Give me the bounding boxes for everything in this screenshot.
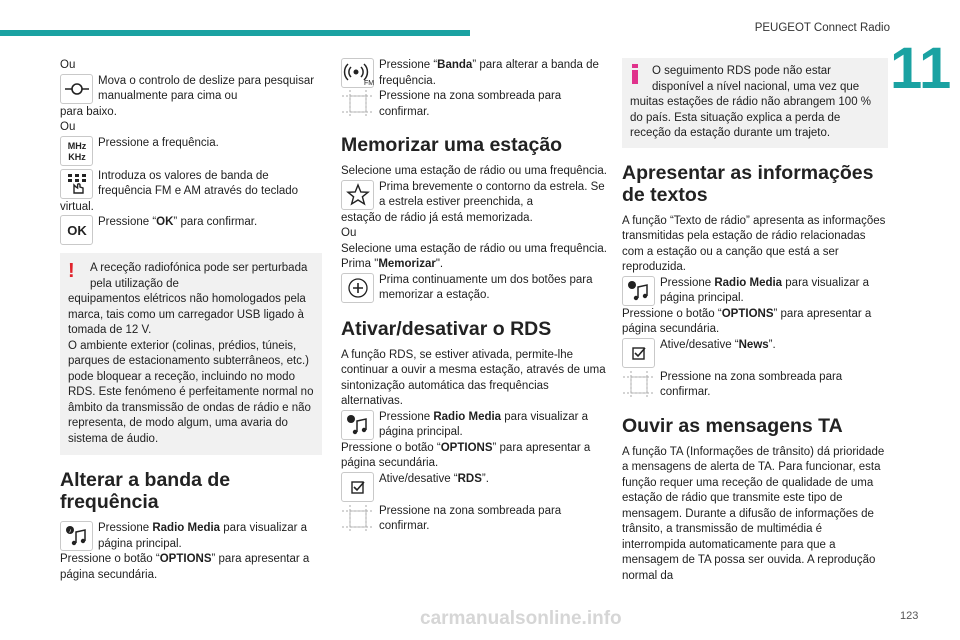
svg-text:OK: OK xyxy=(66,223,87,238)
instruction-text: Pressione o botão “OPTIONS” para apresentar a página secundária. xyxy=(60,553,310,581)
info-text: muitas estações de rádio não abrangem 100 % do país. Esta situação explica a perda de receção da estação durante um trajeto. xyxy=(630,96,872,139)
keypad-icon xyxy=(60,169,93,199)
instruction-text: Pressione o botão “OPTIONS” para apresentar a página secundária. xyxy=(341,441,591,469)
warning-icon: ! xyxy=(68,260,75,282)
instruction-text: Prima continuamente um dos botões para memorizar a estação. xyxy=(379,273,593,301)
or-label: Ou xyxy=(60,59,76,71)
instruction-text: Introduza os valores de banda de frequência FM e AM através do teclado xyxy=(98,169,299,197)
page-number: 123 xyxy=(900,610,919,622)
shaded-zone-icon xyxy=(341,89,374,119)
warning-text: O ambiente exterior (colinas, prédios, túneis, parques de estacionamento subterrâneos, etc.) pode bloquear a receção, incluindo no modo RDS. Este fenómeno é perfeitamente normal no âmbito da transmissão de ondas de rádio e não representa, de modo algum, uma avaria do sistema de áudio. xyxy=(68,339,314,445)
instruction-star xyxy=(341,180,607,211)
instruction-band xyxy=(341,58,607,89)
slider-icon xyxy=(60,74,93,104)
instruction-text: Selecione uma estação de rádio ou uma frequência. xyxy=(341,242,607,255)
instruction-text: Pressione o botão “OPTIONS” para apresentar a página secundária. xyxy=(622,307,872,335)
ok-icon xyxy=(60,215,93,245)
instruction-text: Pressione Radio Media para visualizar a página principal. xyxy=(98,522,308,550)
checkbox-icon xyxy=(341,472,374,502)
instruction-toggle xyxy=(341,472,607,502)
instruction-text: Ative/desative “News”. xyxy=(660,338,776,351)
instruction-plus xyxy=(341,273,607,304)
shaded-zone-icon xyxy=(622,370,655,400)
instruction-continuation: para baixo. xyxy=(60,105,117,118)
instruction-text: Pressione na zona sombreada para confirmar. xyxy=(379,504,562,532)
instruction-continuation: virtual. xyxy=(60,200,94,213)
instruction-text: Pressione “OK” para confirmar. xyxy=(98,216,258,228)
instruction-text: Prima brevemente o contorno da estrela. Se a estrela estiver preenchida, a xyxy=(379,180,605,208)
instruction-shaded xyxy=(341,504,607,535)
header-accent-bar xyxy=(0,30,470,36)
instruction-text: Pressione na zona sombreada para confirmar. xyxy=(660,370,843,398)
music-note-icon xyxy=(622,276,655,306)
section-heading: Memorizar uma estação xyxy=(341,134,563,156)
instruction-shaded xyxy=(341,89,607,120)
svg-text:♪: ♪ xyxy=(68,528,71,535)
warning-box xyxy=(60,253,322,455)
instruction-text: Pressione na zona sombreada para confirmar. xyxy=(379,90,562,118)
column-3 xyxy=(622,58,888,584)
radio-band-icon xyxy=(341,58,374,88)
svg-text:MHz: MHz xyxy=(67,140,86,151)
shaded-zone-icon xyxy=(341,504,374,534)
instruction-text: Pressione Radio Media para visualizar a página principal. xyxy=(379,410,589,438)
warning-text: A receção radiofónica pode ser perturbada pela utilização de xyxy=(90,262,308,290)
instruction-text: Pressione “Banda” para alterar a banda de frequência. xyxy=(379,59,599,87)
info-icon xyxy=(628,63,642,85)
section-heading: Apresentar as informações de textos xyxy=(622,161,874,206)
instruction-slider xyxy=(60,74,322,105)
or-label: Ou xyxy=(60,121,76,133)
instruction-ok xyxy=(60,215,322,245)
instruction-radio-media xyxy=(60,521,322,552)
section-heading: Alterar a banda de frequência xyxy=(60,469,231,513)
info-text: O seguimento RDS pode não estar disponível a nível nacional, uma vez que xyxy=(652,65,860,93)
instruction-radio-media xyxy=(341,410,607,441)
section-heading: Ouvir as mensagens TA xyxy=(622,414,843,437)
instruction-shaded xyxy=(622,370,888,401)
music-note-icon xyxy=(341,410,374,440)
instruction-text: Ative/desative “RDS”. xyxy=(379,472,489,485)
mhz-khz-icon xyxy=(60,136,93,166)
instruction-text: Pressione Radio Media para visualizar a página principal. xyxy=(660,276,870,304)
paragraph: A função RDS, se estiver ativada, permite-lhe continuar a ouvir a mesma estação, através de uma sintonização automática das frequências alternativas. xyxy=(341,348,606,407)
star-icon xyxy=(341,180,374,210)
svg-text:FM: FM xyxy=(363,80,374,87)
instruction-keypad xyxy=(60,169,322,200)
warning-text: equipamentos elétricos não homologados pela marca, tais como um carregador USB ligado à tomada de 12 V. xyxy=(68,293,306,336)
instruction-frequency xyxy=(60,136,322,166)
section-heading: Ativar/desativar o RDS xyxy=(341,317,552,340)
svg-text:KHz: KHz xyxy=(67,151,86,162)
instruction-text: Prima "Memorizar". xyxy=(341,258,444,270)
instruction-radio-media xyxy=(622,276,888,307)
column-2 xyxy=(341,58,607,535)
checkbox-icon xyxy=(622,338,655,368)
instruction-text: Selecione uma estação de rádio ou uma frequência. xyxy=(341,165,607,177)
plus-icon xyxy=(341,273,374,303)
instruction-toggle xyxy=(622,338,888,368)
or-label: Ou xyxy=(341,227,357,239)
watermark: carmanualsonline.info xyxy=(420,608,622,629)
music-note-icon xyxy=(60,521,93,551)
instruction-text: Mova o controlo de deslize para pesquisar manualmente para cima ou xyxy=(98,74,315,102)
paragraph: A função “Texto de rádio” apresenta as informações transmitidas pela estação de rádio relacionadas com a estação ou a canção que está a ser reproduzida. xyxy=(622,214,886,273)
info-box xyxy=(622,58,888,148)
column-1 xyxy=(60,58,322,583)
paragraph: A função TA (Informações de trânsito) dá prioridade a mensagens de alerta de TA. Para funcionar, esta função requer uma receção de qualidade de uma estação de rádio que transmite este tipo de mensagem. Durante a difusão de informações de trânsito, a transmissão de multimédia é interrompida automaticamente para que a mensagem de TA possa ser ouvida. A reprodução normal da xyxy=(622,445,885,582)
page-header-title: PEUGEOT Connect Radio xyxy=(754,22,890,34)
instruction-continuation: estação de rádio já está memorizada. xyxy=(341,211,533,224)
chapter-number: 11 xyxy=(890,36,952,101)
instruction-text: Pressione a frequência. xyxy=(98,136,219,149)
